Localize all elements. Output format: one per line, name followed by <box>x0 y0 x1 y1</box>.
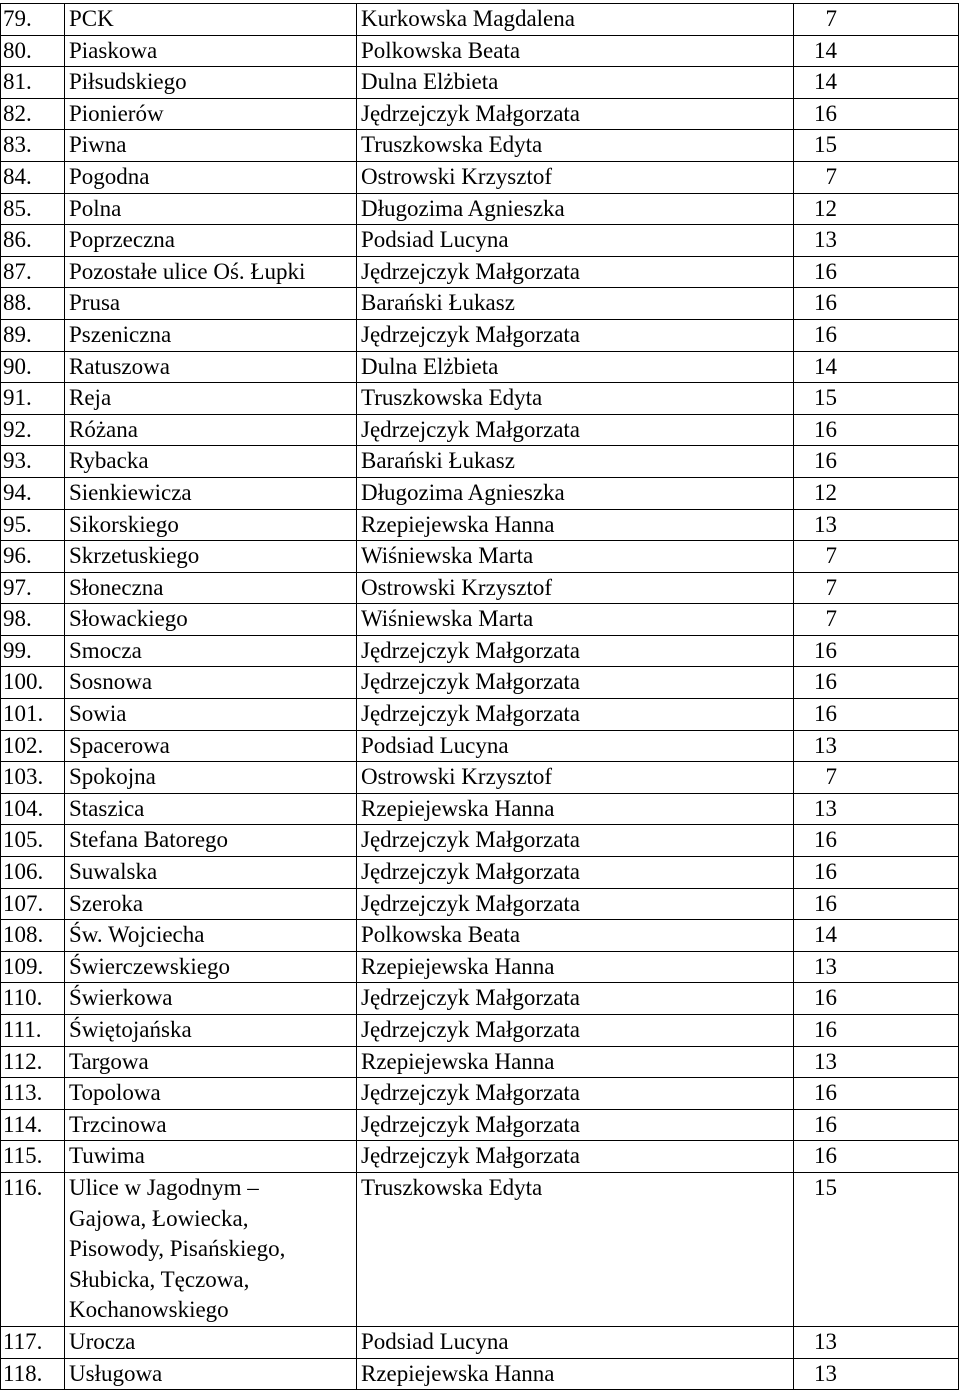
assigned-person-cell: Długozima Agnieszka <box>357 193 794 225</box>
table-row <box>1 1358 959 1390</box>
street-name-cell: Piwna <box>65 130 357 162</box>
count-cell: 16 <box>794 288 959 320</box>
row-number-cell: 101. <box>1 699 65 731</box>
table-row <box>1 1109 959 1141</box>
street-name-cell: Sienkiewicza <box>65 477 357 509</box>
assigned-person-cell: Polkowska Beata <box>357 35 794 67</box>
assigned-person-cell: Barański Łukasz <box>357 446 794 478</box>
street-name-cell: Urocza <box>65 1326 357 1358</box>
table-row <box>1 161 959 193</box>
row-number-cell: 89. <box>1 319 65 351</box>
table-row <box>1 951 959 983</box>
row-number-cell: 107. <box>1 888 65 920</box>
assigned-person-cell: Rzepiejewska Hanna <box>357 1358 794 1390</box>
row-number-cell: 99. <box>1 635 65 667</box>
table-row <box>1 35 959 67</box>
row-number-cell: 105. <box>1 825 65 857</box>
table-row <box>1 572 959 604</box>
table-row <box>1 762 959 794</box>
table-row <box>1 383 959 415</box>
count-cell: 13 <box>794 1046 959 1078</box>
count-cell: 12 <box>794 477 959 509</box>
table-row <box>1 414 959 446</box>
street-name-cell: Spacerowa <box>65 730 357 762</box>
row-number-cell: 90. <box>1 351 65 383</box>
street-name-cell: Różana <box>65 414 357 446</box>
count-cell: 13 <box>794 1326 959 1358</box>
street-name-cell: Pszeniczna <box>65 319 357 351</box>
assigned-person-cell: Ostrowski Krzysztof <box>357 572 794 604</box>
count-cell: 16 <box>794 888 959 920</box>
street-name-cell: Piłsudskiego <box>65 67 357 99</box>
table-row <box>1 4 959 36</box>
count-cell: 7 <box>794 4 959 36</box>
street-name-cell: Rybacka <box>65 446 357 478</box>
assigned-person-cell: Wiśniewska Marta <box>357 541 794 573</box>
count-cell: 16 <box>794 1078 959 1110</box>
row-number-cell: 97. <box>1 572 65 604</box>
count-cell: 12 <box>794 193 959 225</box>
table-row <box>1 477 959 509</box>
row-number-cell: 79. <box>1 4 65 36</box>
count-cell: 15 <box>794 383 959 415</box>
street-name-cell: Prusa <box>65 288 357 320</box>
assigned-person-cell: Jędrzejczyk Małgorzata <box>357 1078 794 1110</box>
assigned-person-cell: Jędrzejczyk Małgorzata <box>357 1015 794 1047</box>
table-row <box>1 1078 959 1110</box>
street-name-cell: Spokojna <box>65 762 357 794</box>
table-row <box>1 256 959 288</box>
assigned-person-cell: Rzepiejewska Hanna <box>357 1046 794 1078</box>
street-name-cell: Świerkowa <box>65 983 357 1015</box>
assigned-person-cell: Rzepiejewska Hanna <box>357 793 794 825</box>
table-row <box>1 193 959 225</box>
count-cell: 7 <box>794 161 959 193</box>
count-cell: 14 <box>794 351 959 383</box>
table-row <box>1 1046 959 1078</box>
row-number-cell: 85. <box>1 193 65 225</box>
assigned-person-cell: Jędrzejczyk Małgorzata <box>357 667 794 699</box>
assigned-person-cell: Jędrzejczyk Małgorzata <box>357 98 794 130</box>
count-cell: 13 <box>794 793 959 825</box>
assigned-person-cell: Podsiad Lucyna <box>357 225 794 257</box>
assigned-person-cell: Jędrzejczyk Małgorzata <box>357 414 794 446</box>
row-number-cell: 104. <box>1 793 65 825</box>
assigned-person-cell: Jędrzejczyk Małgorzata <box>357 983 794 1015</box>
row-number-cell: 84. <box>1 161 65 193</box>
street-name-cell: Poprzeczna <box>65 225 357 257</box>
count-cell: 14 <box>794 67 959 99</box>
count-cell: 7 <box>794 762 959 794</box>
table-body <box>1 4 959 1390</box>
street-name-cell: Ratuszowa <box>65 351 357 383</box>
table-row <box>1 857 959 889</box>
street-name-cell: Smocza <box>65 635 357 667</box>
street-name-cell: Trzcinowa <box>65 1109 357 1141</box>
table-row <box>1 793 959 825</box>
count-cell: 16 <box>794 1141 959 1173</box>
assigned-person-cell: Dulna Elżbieta <box>357 351 794 383</box>
street-assignment-table <box>0 3 959 1390</box>
count-cell: 13 <box>794 730 959 762</box>
count-cell: 14 <box>794 920 959 952</box>
row-number-cell: 108. <box>1 920 65 952</box>
table-row <box>1 667 959 699</box>
table-row <box>1 888 959 920</box>
street-name-cell: Szeroka <box>65 888 357 920</box>
row-number-cell: 87. <box>1 256 65 288</box>
street-name-cell: Sosnowa <box>65 667 357 699</box>
table-row <box>1 1172 959 1326</box>
count-cell: 16 <box>794 319 959 351</box>
street-name-cell: Suwalska <box>65 857 357 889</box>
row-number-cell: 88. <box>1 288 65 320</box>
row-number-cell: 94. <box>1 477 65 509</box>
assigned-person-cell: Polkowska Beata <box>357 920 794 952</box>
assigned-person-cell: Rzepiejewska Hanna <box>357 509 794 541</box>
row-number-cell: 81. <box>1 67 65 99</box>
count-cell: 16 <box>794 983 959 1015</box>
table-row <box>1 825 959 857</box>
street-name-cell: Staszica <box>65 793 357 825</box>
table-row <box>1 130 959 162</box>
street-name-cell: Ulice w Jagodnym – Gajowa, Łowiecka, Pisowody, Pisańskiego, Słubicka, Tęczowa, Kochanowskiego <box>65 1172 357 1326</box>
assigned-person-cell: Jędrzejczyk Małgorzata <box>357 319 794 351</box>
street-name-cell: Piaskowa <box>65 35 357 67</box>
count-cell: 13 <box>794 509 959 541</box>
row-number-cell: 96. <box>1 541 65 573</box>
assigned-person-cell: Jędrzejczyk Małgorzata <box>357 635 794 667</box>
count-cell: 14 <box>794 35 959 67</box>
street-name-cell: Św. Wojciecha <box>65 920 357 952</box>
row-number-cell: 111. <box>1 1015 65 1047</box>
row-number-cell: 92. <box>1 414 65 446</box>
row-number-cell: 117. <box>1 1326 65 1358</box>
street-name-cell: Topolowa <box>65 1078 357 1110</box>
street-name-cell: Sowia <box>65 699 357 731</box>
street-name-cell: Słowackiego <box>65 604 357 636</box>
table-row <box>1 1326 959 1358</box>
count-cell: 16 <box>794 98 959 130</box>
table-row <box>1 446 959 478</box>
street-name-cell: Stefana Batorego <box>65 825 357 857</box>
assigned-person-cell: Podsiad Lucyna <box>357 1326 794 1358</box>
row-number-cell: 103. <box>1 762 65 794</box>
table-row <box>1 983 959 1015</box>
row-number-cell: 98. <box>1 604 65 636</box>
street-name-cell: Skrzetuskiego <box>65 541 357 573</box>
count-cell: 16 <box>794 446 959 478</box>
table-row <box>1 509 959 541</box>
count-cell: 16 <box>794 256 959 288</box>
table-row <box>1 67 959 99</box>
count-cell: 16 <box>794 414 959 446</box>
assigned-person-cell: Jędrzejczyk Małgorzata <box>357 1109 794 1141</box>
assigned-person-cell: Truszkowska Edyta <box>357 383 794 415</box>
row-number-cell: 109. <box>1 951 65 983</box>
street-name-cell: Tuwima <box>65 1141 357 1173</box>
street-name-cell: Świętojańska <box>65 1015 357 1047</box>
assigned-person-cell: Dulna Elżbieta <box>357 67 794 99</box>
row-number-cell: 86. <box>1 225 65 257</box>
row-number-cell: 80. <box>1 35 65 67</box>
row-number-cell: 115. <box>1 1141 65 1173</box>
table-row <box>1 604 959 636</box>
table-row <box>1 541 959 573</box>
assigned-person-cell: Jędrzejczyk Małgorzata <box>357 857 794 889</box>
assigned-person-cell: Jędrzejczyk Małgorzata <box>357 825 794 857</box>
count-cell: 7 <box>794 604 959 636</box>
count-cell: 15 <box>794 130 959 162</box>
count-cell: 16 <box>794 825 959 857</box>
count-cell: 13 <box>794 225 959 257</box>
assigned-person-cell: Ostrowski Krzysztof <box>357 762 794 794</box>
assigned-person-cell: Jędrzejczyk Małgorzata <box>357 888 794 920</box>
table-row <box>1 1141 959 1173</box>
assigned-person-cell: Wiśniewska Marta <box>357 604 794 636</box>
row-number-cell: 106. <box>1 857 65 889</box>
row-number-cell: 93. <box>1 446 65 478</box>
row-number-cell: 118. <box>1 1358 65 1390</box>
count-cell: 16 <box>794 1109 959 1141</box>
table-row <box>1 288 959 320</box>
count-cell: 7 <box>794 541 959 573</box>
street-name-cell: Pozostałe ulice Oś. Łupki <box>65 256 357 288</box>
row-number-cell: 83. <box>1 130 65 162</box>
assigned-person-cell: Rzepiejewska Hanna <box>357 951 794 983</box>
row-number-cell: 116. <box>1 1172 65 1326</box>
street-name-cell: Polna <box>65 193 357 225</box>
count-cell: 15 <box>794 1172 959 1326</box>
street-name-cell: Świerczewskiego <box>65 951 357 983</box>
assigned-person-cell: Truszkowska Edyta <box>357 1172 794 1326</box>
assigned-person-cell: Kurkowska Magdalena <box>357 4 794 36</box>
table-row <box>1 225 959 257</box>
assigned-person-cell: Truszkowska Edyta <box>357 130 794 162</box>
row-number-cell: 114. <box>1 1109 65 1141</box>
street-name-cell: Pionierów <box>65 98 357 130</box>
assigned-person-cell: Barański Łukasz <box>357 288 794 320</box>
table-row <box>1 635 959 667</box>
row-number-cell: 91. <box>1 383 65 415</box>
row-number-cell: 110. <box>1 983 65 1015</box>
row-number-cell: 113. <box>1 1078 65 1110</box>
count-cell: 13 <box>794 1358 959 1390</box>
street-name-cell: Sikorskiego <box>65 509 357 541</box>
street-name-cell: Reja <box>65 383 357 415</box>
assignment-table-page <box>0 3 958 1390</box>
table-row <box>1 730 959 762</box>
table-row <box>1 98 959 130</box>
street-name-cell: Targowa <box>65 1046 357 1078</box>
count-cell: 13 <box>794 951 959 983</box>
row-number-cell: 112. <box>1 1046 65 1078</box>
table-row <box>1 351 959 383</box>
assigned-person-cell: Podsiad Lucyna <box>357 730 794 762</box>
count-cell: 16 <box>794 1015 959 1047</box>
assigned-person-cell: Jędrzejczyk Małgorzata <box>357 699 794 731</box>
assigned-person-cell: Długozima Agnieszka <box>357 477 794 509</box>
count-cell: 16 <box>794 667 959 699</box>
row-number-cell: 100. <box>1 667 65 699</box>
table-row <box>1 699 959 731</box>
row-number-cell: 82. <box>1 98 65 130</box>
count-cell: 16 <box>794 857 959 889</box>
assigned-person-cell: Ostrowski Krzysztof <box>357 161 794 193</box>
assigned-person-cell: Jędrzejczyk Małgorzata <box>357 1141 794 1173</box>
row-number-cell: 95. <box>1 509 65 541</box>
assigned-person-cell: Jędrzejczyk Małgorzata <box>357 256 794 288</box>
street-name-cell: Usługowa <box>65 1358 357 1390</box>
count-cell: 16 <box>794 699 959 731</box>
street-name-cell: Słoneczna <box>65 572 357 604</box>
street-name-cell: PCK <box>65 4 357 36</box>
count-cell: 7 <box>794 572 959 604</box>
table-row <box>1 1015 959 1047</box>
row-number-cell: 102. <box>1 730 65 762</box>
table-row <box>1 319 959 351</box>
table-row <box>1 920 959 952</box>
count-cell: 16 <box>794 635 959 667</box>
street-name-cell: Pogodna <box>65 161 357 193</box>
